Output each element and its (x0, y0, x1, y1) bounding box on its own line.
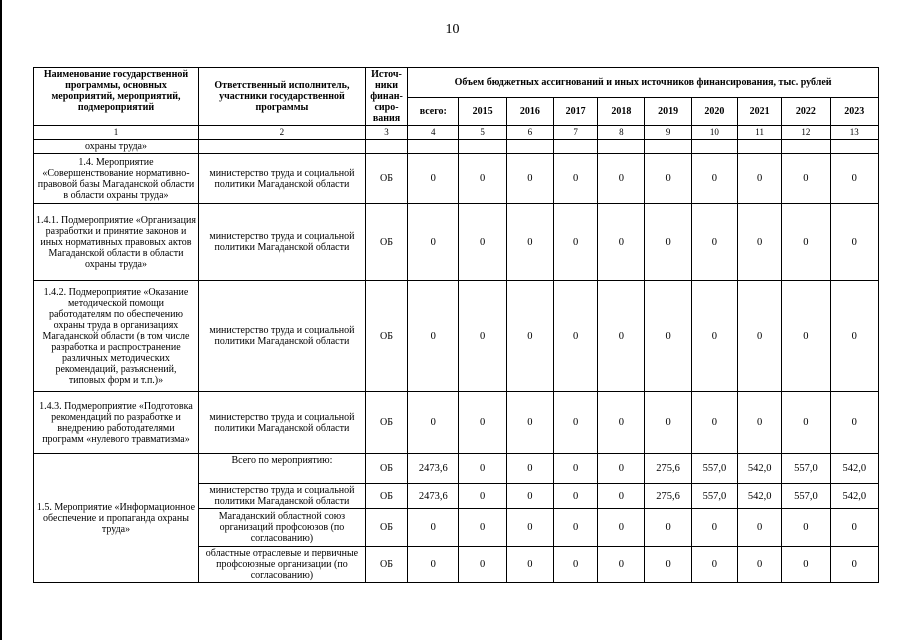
funding-source: ОБ (365, 547, 407, 583)
column-number: 4 (408, 126, 459, 140)
amount-cell: 0 (830, 204, 878, 281)
amount-cell: 0 (598, 392, 645, 454)
header-year: 2017 (553, 98, 597, 126)
amount-cell: 0 (738, 509, 782, 547)
header-year: 2022 (782, 98, 830, 126)
column-number: 9 (645, 126, 691, 140)
amount-cell: 0 (782, 509, 830, 547)
header-budget-group: Объем бюджетных ассигнований и иных источников финансирования, тыс. рублей (408, 68, 879, 98)
funding-source: ОБ (365, 484, 407, 509)
activity-name: 1.4.1. Подмероприятие «Организация разработки и принятие законов и иных нормативных правовых актов Магаданской области в области охраны труда» (34, 204, 199, 281)
activity-name: 1.4.3. Подмероприятие «Подготовка рекомендаций по разработке и внедрению работодателями программ «нулевого травматизма» (34, 392, 199, 454)
amount-cell: 0 (645, 547, 691, 583)
amount-cell: 0 (738, 281, 782, 392)
amount-cell: 0 (459, 509, 506, 547)
column-number: 6 (506, 126, 553, 140)
amount-cell: 0 (691, 204, 737, 281)
page-edge-line (0, 0, 2, 640)
column-number: 2 (198, 126, 365, 140)
amount-cell: 0 (553, 154, 597, 204)
responsible-executor: министерство труда и социальной политики Магаданской области (198, 154, 365, 204)
responsible-executor: Магаданский областной союз организаций профсоюзов (по согласованию) (198, 509, 365, 547)
amount-cell: 0 (506, 204, 553, 281)
amount-cell: 0 (598, 547, 645, 583)
column-number: 7 (553, 126, 597, 140)
activity-name: 1.4. Мероприятие «Совершенствование нормативно-правовой базы Магаданской области в области охраны труда» (34, 154, 199, 204)
header-responsible: Ответственный исполнитель, участники государственной программы (198, 68, 365, 126)
page-number: 10 (445, 22, 460, 37)
amount-cell: 0 (691, 154, 737, 204)
funding-source: ОБ (365, 392, 407, 454)
amount-cell: 0 (598, 154, 645, 204)
amount-cell: 542,0 (738, 454, 782, 484)
responsible-executor: министерство труда и социальной политики Магаданской области (198, 392, 365, 454)
amount-cell: 0 (459, 547, 506, 583)
amount-cell: 0 (459, 281, 506, 392)
responsible-executor: министерство труда и социальной политики Магаданской области (198, 484, 365, 509)
amount-cell: 0 (830, 392, 878, 454)
header-name: Наименование государственной программы, основных мероприятий, мероприятий, подмероприятий (34, 68, 199, 126)
amount-cell: 542,0 (738, 484, 782, 509)
funding-source: ОБ (365, 454, 407, 484)
header-source: Источ-ники финан-сиро-вания (365, 68, 407, 126)
amount-cell: 0 (830, 547, 878, 583)
table-row (34, 204, 879, 281)
column-number: 1 (34, 126, 199, 140)
amount-cell: 0 (645, 392, 691, 454)
budget-table (33, 67, 879, 583)
amount-cell: 0 (738, 547, 782, 583)
amount-cell: 0 (598, 509, 645, 547)
amount-cell: 0 (645, 281, 691, 392)
amount-cell: 0 (553, 454, 597, 484)
amount-cell: 557,0 (782, 484, 830, 509)
amount-cell: 0 (738, 204, 782, 281)
amount-cell: 0 (506, 281, 553, 392)
amount-cell: 0 (645, 204, 691, 281)
amount-cell: 0 (598, 204, 645, 281)
amount-cell: 0 (459, 154, 506, 204)
funding-source: ОБ (365, 154, 407, 204)
header-year: 2018 (598, 98, 645, 126)
column-number: 3 (365, 126, 407, 140)
amount-cell: 0 (506, 454, 553, 484)
amount-cell: 0 (553, 484, 597, 509)
activity-name: 1.4.2. Подмероприятие «Оказание методической помощи работодателям по обеспечению охраны труда в организациях Магаданской области (в том числе разработка и распространение различных методических рекомендаций, разъяснений, типовых форм и т.п.)» (34, 281, 199, 392)
amount-cell: 275,6 (645, 454, 691, 484)
amount-cell: 0 (408, 204, 459, 281)
table-row (34, 281, 879, 392)
amount-cell: 0 (782, 392, 830, 454)
column-number-row (34, 126, 879, 140)
amount-cell: 0 (691, 509, 737, 547)
amount-cell: 557,0 (691, 484, 737, 509)
amount-cell: 2473,6 (408, 484, 459, 509)
amount-cell: 0 (459, 454, 506, 484)
funding-source: ОБ (365, 281, 407, 392)
amount-cell: 0 (506, 392, 553, 454)
amount-cell: 0 (553, 547, 597, 583)
continuation-text: охраны труда» (34, 140, 199, 154)
amount-cell: 0 (598, 454, 645, 484)
amount-cell: 0 (408, 509, 459, 547)
header-year: 2019 (645, 98, 691, 126)
amount-cell: 0 (408, 547, 459, 583)
amount-cell: 542,0 (830, 484, 878, 509)
amount-cell: 557,0 (691, 454, 737, 484)
amount-cell: 0 (506, 484, 553, 509)
column-number: 11 (738, 126, 782, 140)
amount-cell: 0 (553, 509, 597, 547)
amount-cell: 0 (691, 281, 737, 392)
amount-cell: 0 (738, 154, 782, 204)
header-year: 2023 (830, 98, 878, 126)
amount-cell: 0 (459, 392, 506, 454)
amount-cell: 0 (645, 509, 691, 547)
header-year: 2016 (506, 98, 553, 126)
amount-cell: 0 (408, 281, 459, 392)
header-year: 2020 (691, 98, 737, 126)
amount-cell: 542,0 (830, 454, 878, 484)
continuation-row (34, 140, 879, 154)
amount-cell: 0 (830, 509, 878, 547)
amount-cell: 275,6 (645, 484, 691, 509)
amount-cell: 0 (408, 392, 459, 454)
funding-source: ОБ (365, 204, 407, 281)
amount-cell: 0 (782, 204, 830, 281)
amount-cell: 0 (645, 154, 691, 204)
amount-cell: 0 (506, 509, 553, 547)
amount-cell: 0 (830, 281, 878, 392)
amount-cell: 557,0 (782, 454, 830, 484)
activity-name: 1.5. Мероприятие «Информационное обеспечение и пропаганда охраны труда» (34, 454, 199, 583)
column-number: 8 (598, 126, 645, 140)
column-number: 10 (691, 126, 737, 140)
responsible-executor: министерство труда и социальной политики Магаданской области (198, 204, 365, 281)
amount-cell: 0 (691, 547, 737, 583)
responsible-executor: областные отраслевые и первичные профсоюзные организации (по согласованию) (198, 547, 365, 583)
amount-cell: 0 (598, 281, 645, 392)
amount-cell: 0 (506, 547, 553, 583)
amount-cell: 0 (553, 281, 597, 392)
amount-cell: 0 (598, 484, 645, 509)
amount-cell: 0 (782, 547, 830, 583)
amount-cell: 0 (830, 154, 878, 204)
amount-cell: 0 (506, 154, 553, 204)
column-number: 13 (830, 126, 878, 140)
table-row (34, 392, 879, 454)
header-total: всего: (408, 98, 459, 126)
amount-cell: 0 (553, 392, 597, 454)
responsible-executor: Всего по мероприятию: (198, 454, 365, 484)
header-year: 2021 (738, 98, 782, 126)
responsible-executor: министерство труда и социальной политики Магаданской области (198, 281, 365, 392)
amount-cell: 0 (553, 204, 597, 281)
amount-cell: 0 (782, 154, 830, 204)
amount-cell: 0 (782, 281, 830, 392)
amount-cell: 0 (408, 154, 459, 204)
amount-cell: 0 (738, 392, 782, 454)
amount-cell: 0 (691, 392, 737, 454)
amount-cell: 0 (459, 484, 506, 509)
funding-source: ОБ (365, 509, 407, 547)
amount-cell: 2473,6 (408, 454, 459, 484)
table-row (34, 454, 879, 484)
column-number: 12 (782, 126, 830, 140)
header-year: 2015 (459, 98, 506, 126)
table-row (34, 154, 879, 204)
column-number: 5 (459, 126, 506, 140)
amount-cell: 0 (459, 204, 506, 281)
